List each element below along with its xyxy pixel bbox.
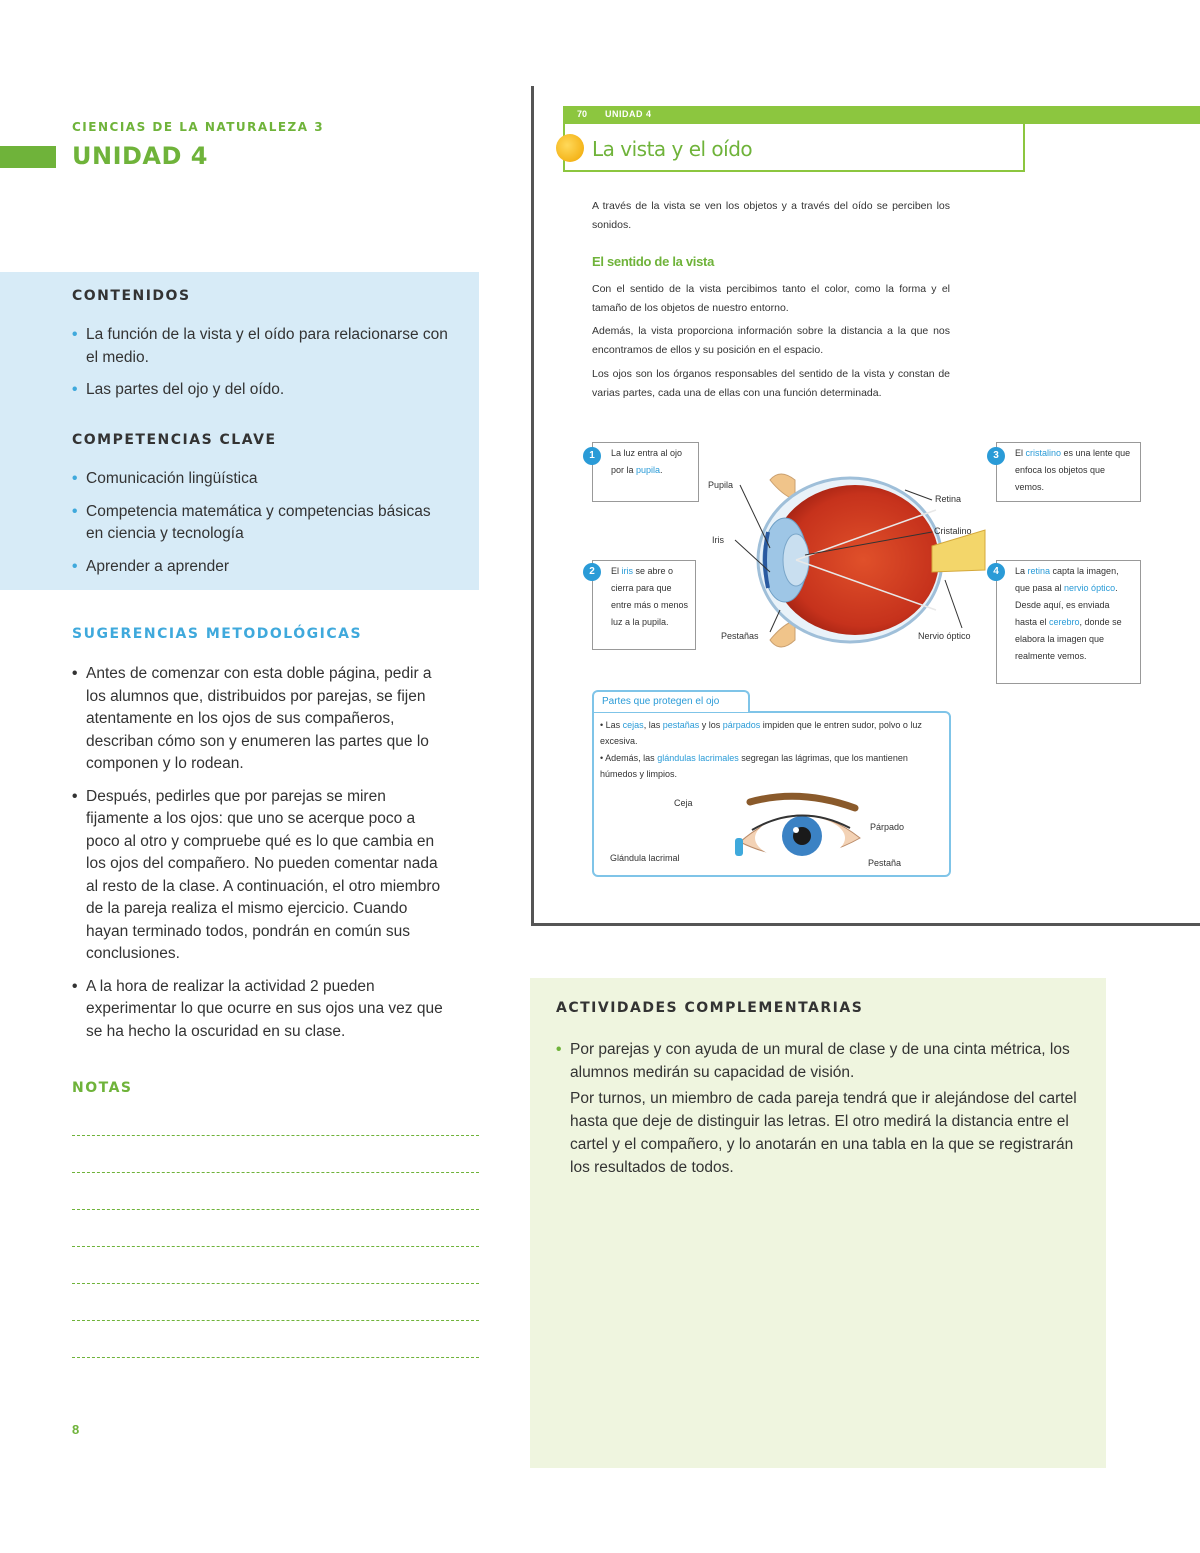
book-subtitle: El sentido de la vista bbox=[592, 254, 714, 269]
note-line bbox=[72, 1135, 479, 1136]
protect-text-2: • Además, las glándulas lacrimales segregan las lágrimas, que los mantienen húmedos y limpios. bbox=[600, 753, 908, 779]
callout-number: 1 bbox=[583, 447, 601, 465]
sugerencias-list bbox=[72, 663, 452, 1053]
book-paragraph: Con el sentido de la vista percibimos tanto el color, como la forma y el tamaño de los objetos de nuestro entorno. bbox=[592, 283, 950, 314]
protect-tab: Partes que protegen el ojo bbox=[592, 690, 750, 712]
coin-icon bbox=[556, 134, 584, 162]
unit-title: UNIDAD 4 bbox=[72, 142, 208, 170]
competencias-heading: COMPETENCIAS CLAVE bbox=[72, 432, 277, 448]
list-item: • Las partes del ojo y del oído. bbox=[72, 379, 452, 402]
label-retina: Retina bbox=[935, 494, 962, 504]
book-page-number: 70 bbox=[577, 109, 588, 119]
label-nervio-optico: Nervio óptico bbox=[918, 631, 971, 641]
sugerencias-heading: SUGERENCIAS METODOLÓGICAS bbox=[72, 626, 363, 642]
callout-cristalino: El cristalino es una lente que enfoca los objetos que vemos. bbox=[996, 442, 1141, 502]
subject-header: CIENCIAS DE LA NATURALEZA 3 bbox=[72, 120, 325, 134]
protect-text-1: • Las cejas, las pestañas y los párpados impiden que le entren sudor, polvo o luz excesiva. bbox=[600, 720, 922, 746]
competencias-list bbox=[72, 468, 452, 588]
list-item: • Después, pedirles que por parejas se miren fijamente a los ojos: que uno se acerque poco a poco al otro y compruebe qué es lo que cambia en los ojos del compañero. No pueden comentar nada al resto de la clase. A continuación, el otro miembro de la pareja realiza el mismo ejercicio. Cuando hayan terminado todos, pondrán en común sus conclusiones. bbox=[72, 786, 452, 966]
label-pestana: Pestaña bbox=[868, 858, 902, 868]
book-intro: A través de la vista se ven los objetos y a través del oído se perciben los sonidos. bbox=[592, 200, 950, 231]
note-line bbox=[72, 1357, 479, 1358]
label-ceja: Ceja bbox=[674, 798, 693, 808]
note-line bbox=[72, 1172, 479, 1173]
list-item: • Aprender a aprender bbox=[72, 556, 452, 579]
callout-iris: El iris se abre o cierra para que entre más o menos luz a la pupila. bbox=[592, 560, 696, 650]
activities-heading: ACTIVIDADES COMPLEMENTARIAS bbox=[556, 1000, 864, 1016]
book-top-bar bbox=[563, 106, 1200, 124]
contenidos-heading: CONTENIDOS bbox=[72, 288, 191, 304]
note-line bbox=[72, 1246, 479, 1247]
label-glandula-lacrimal: Glándula lacrimal bbox=[610, 853, 680, 863]
callout-retina: La retina capta la imagen, que pasa al nervio óptico. Desde aquí, es enviada hasta el cerebro, donde se elabora la imagen que realmente vemos. bbox=[996, 560, 1141, 684]
callout-pupila: La luz entra al ojo por la pupila. bbox=[592, 442, 699, 502]
activities-paragraph: Por turnos, un miembro de cada pareja tendrá que ir alejándose del cartel hasta que deje de distinguir las letras. El otro medirá la distancia entre el cartel y el compañero, y lo anotarán en una tabla en la que se registrarán los resultados de todos. bbox=[570, 1090, 1077, 1176]
label-iris: Iris bbox=[712, 535, 724, 545]
list-item: • Competencia matemática y competencias básicas en ciencia y tecnología bbox=[72, 501, 452, 546]
page-number: 8 bbox=[72, 1422, 80, 1437]
label-cristalino: Cristalino bbox=[934, 526, 972, 536]
list-item: • La función de la vista y el oído para relacionarse con el medio. bbox=[72, 324, 452, 369]
label-pupila: Pupila bbox=[708, 480, 734, 490]
book-title: La vista y el oído bbox=[592, 137, 753, 161]
external-eye-illustration bbox=[730, 790, 870, 870]
book-paragraph: Los ojos son los órganos responsables del sentido de la vista y constan de varias partes, cada una de ellas con una función determinada. bbox=[592, 368, 950, 399]
eye-cross-section-illustration bbox=[700, 460, 990, 660]
label-parpado: Párpado bbox=[870, 822, 905, 832]
callout-number: 2 bbox=[583, 563, 601, 581]
list-item: • A la hora de realizar la actividad 2 pueden experimentar lo que ocurre en sus ojos una vez que se ha hecho la oscuridad en su clase. bbox=[72, 976, 452, 1044]
list-item: • Comunicación lingüística bbox=[72, 468, 452, 491]
notas-heading: NOTAS bbox=[72, 1080, 133, 1096]
note-line bbox=[72, 1283, 479, 1284]
note-line bbox=[72, 1209, 479, 1210]
list-item: • Antes de comenzar con esta doble página, pedir a los alumnos que, distribuidos por parejas, se fijen atentamente en los ojos de sus compañeros, describan cómo son y enumeren las partes que lo componen y lo rodean. bbox=[72, 663, 452, 776]
contenidos-list bbox=[72, 324, 452, 412]
activities-paragraph: • Por parejas y con ayuda de un mural de clase y de una cinta métrica, los alumnos medirán su capacidad de visión. bbox=[556, 1038, 1086, 1084]
label-pestanas: Pestañas bbox=[721, 631, 759, 641]
note-line bbox=[72, 1320, 479, 1321]
callout-number: 3 bbox=[987, 447, 1005, 465]
contents-panel bbox=[0, 272, 479, 590]
callout-number: 4 bbox=[987, 563, 1005, 581]
unit-marker-bar bbox=[0, 146, 56, 168]
book-unit-label: UNIDAD 4 bbox=[605, 109, 652, 119]
book-paragraph: Además, la vista proporciona información sobre la distancia a la que nos encontramos de ellos y su posición en el espacio. bbox=[592, 325, 950, 356]
